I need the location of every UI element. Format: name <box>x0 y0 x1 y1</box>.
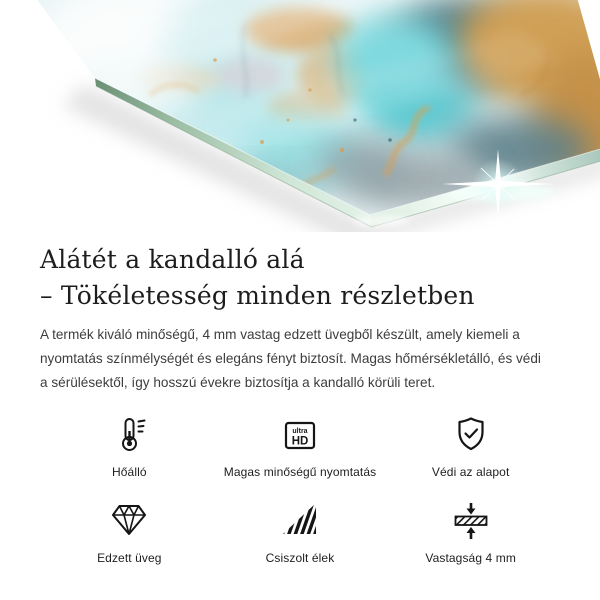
feature-item-thickness <box>385 499 556 565</box>
glass-panel-illustration <box>0 0 600 232</box>
feature-grid <box>44 413 556 565</box>
feature-item-print-quality <box>215 413 386 479</box>
svg-text:HD: HD <box>291 435 309 448</box>
ultra-hd-icon <box>280 413 320 457</box>
thermometer-icon <box>109 413 149 457</box>
feature-label: Csiszolt élek <box>265 551 335 565</box>
feature-label: Vastagság 4 mm <box>425 551 516 565</box>
feature-item-protects-base <box>385 413 556 479</box>
feature-label: Magas minőségű nyomtatás <box>223 465 377 479</box>
thickness-icon <box>451 499 491 543</box>
product-description: A termék kiváló minőségű, 4 mm vastag edzett üvegből készült, amely kiemeli a nyomtatás színmélységét és elegáns fényt biztosít. Magas hőmérsékletálló, és védi a sérülésektől, így hosszú évekre biztosítja a kandalló körüli teret. <box>40 327 541 390</box>
feature-label: Hőálló <box>112 465 147 479</box>
page-title <box>40 242 560 314</box>
feature-item-polished-edges <box>215 499 386 565</box>
polished-edge-icon <box>280 499 320 543</box>
title-line-1: Alátét a kandalló alá <box>40 245 305 274</box>
product-details <box>0 242 600 565</box>
shield-check-icon <box>451 413 491 457</box>
feature-label: Edzett üveg <box>97 551 162 565</box>
diamond-icon <box>109 499 149 543</box>
feature-item-heat-resistant <box>44 413 215 479</box>
feature-label: Védi az alapot <box>431 465 510 479</box>
product-image <box>0 0 600 232</box>
svg-text:ultra: ultra <box>292 427 308 435</box>
feature-item-tempered-glass <box>44 499 215 565</box>
title-line-2: – Tökéletesség minden részletben <box>40 281 475 310</box>
